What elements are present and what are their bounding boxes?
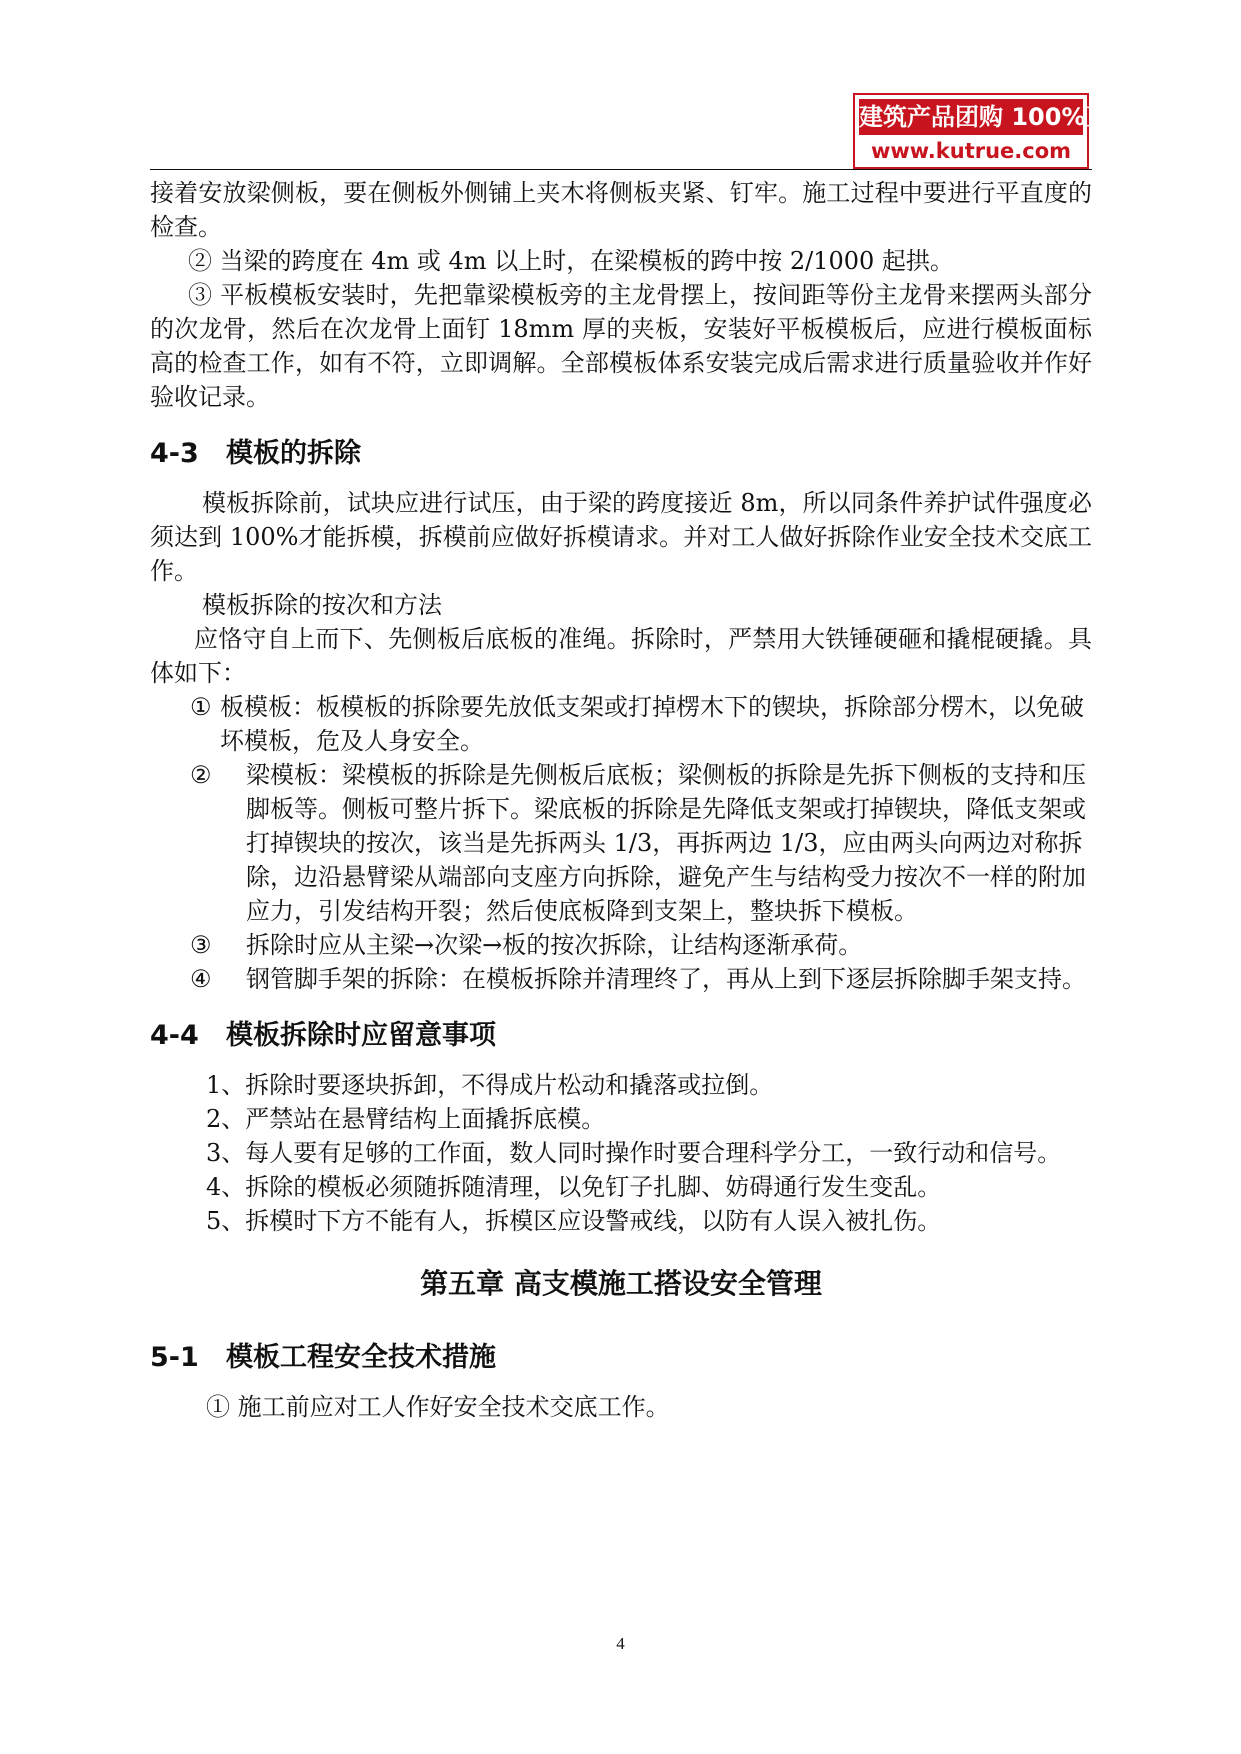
chapter-title: 第五章 高支模施工搭设安全管理	[420, 1267, 822, 1300]
item-text: 拆除时应从主梁→次梁→板的按次拆除，让结构逐渐承荷。	[246, 931, 863, 959]
item-text: 钢管脚手架的拆除：在模板拆除并清理终了，再从上到下逐层拆除脚手架支持。	[246, 965, 1086, 993]
section-title: 模板的拆除	[226, 438, 361, 469]
list-item: ① 施工前应对工人作好安全技术交底工作。	[206, 1393, 670, 1421]
header-divider	[150, 169, 1092, 170]
brand-logo[interactable]	[853, 93, 1134, 169]
list-item	[150, 928, 1092, 962]
section-number: 4-4	[150, 1020, 199, 1051]
list-item	[150, 690, 1092, 758]
list-item	[150, 962, 1092, 996]
section-number: 5-1	[150, 1342, 199, 1373]
list-item: 2、严禁站在悬臂结构上面撬拆底模。	[206, 1105, 606, 1133]
paragraph: ② 当梁的跨度在 4m 或 4m 以上时，在梁模板的跨中按 2/1000 起拱。	[188, 247, 954, 275]
page-content	[150, 176, 1092, 1424]
item-text: 板模板：板模板的拆除要先放低支架或打掉楞木下的锲块，拆除部分楞木，以免破坏模板，危及人身安全。	[220, 693, 1084, 755]
item-text: 梁模板：梁模板的拆除是先侧板后底板；梁侧板的拆除是先拆下侧板的支持和压脚板等。侧板可整片拆下。梁底板的拆除是先降低支架或打掉锲块，降低支架或打掉锲块的按次，该当是先拆两头 1/3，再拆两边 1/3，应由两头向两边对称拆除，边沿悬臂梁从端部向支座方向拆除，避免产生与结构受力按次不一样的附加应力，引发结构开裂；然后使底板降到支架上，整块拆下模板。	[246, 761, 1086, 925]
paragraph: 接着安放梁侧板，要在侧板外侧铺上夹木将侧板夹紧、钉牢。施工过程中要进行平直度的检查。	[150, 179, 1092, 241]
section-number: 4-3	[150, 438, 199, 469]
section-heading-4-3	[150, 434, 1092, 474]
list-item: 3、每人要有足够的工作面，数人同时操作时要合理科学分工，一致行动和信号。	[206, 1139, 1062, 1167]
section-heading-4-4	[150, 1016, 1092, 1056]
page-number: 4	[616, 1634, 625, 1653]
section-heading-5-1	[150, 1338, 1092, 1378]
item-number: ④	[190, 965, 212, 993]
paragraph: ③ 平板模板安装时，先把靠梁模板旁的主龙骨摆上，按间距等份主龙骨来摆两头部分的次龙骨，然后在次龙骨上面钉 18mm 厚的夹板，安装好平板模板后，应进行模板面标高的检查工作，如有不符，立即调解。全部模板体系安装完成后需求进行质量验收并作好验收记录。	[150, 281, 1092, 411]
list-item: 5、拆模时下方不能有人，拆模区应设警戒线，以防有人误入被扎伤。	[206, 1207, 942, 1235]
list-item: 4、拆除的模板必须随拆随清理，以免钉子扎脚、妨碍通行发生变乱。	[206, 1173, 942, 1201]
item-number: ①	[190, 693, 212, 721]
paragraph: 应恪守自上而下、先侧板后底板的准绳。拆除时，严禁用大铁锤硬砸和撬棍硬撬。具体如下：	[150, 625, 1092, 687]
paragraph: 模板拆除前，试块应进行试压，由于梁的跨度接近 8m，所以同条件养护试件强度必须达到 100%才能拆模，拆模前应做好拆模请求。并对工人做好拆除作业安全技术交底工作。	[150, 489, 1092, 585]
section-title: 模板拆除时应留意事项	[226, 1020, 496, 1051]
subheading: 模板拆除的按次和方法	[202, 591, 442, 619]
item-number: ②	[190, 761, 212, 789]
item-number: ③	[190, 931, 212, 959]
logo-url[interactable]: www.kutrue.com	[870, 139, 1072, 163]
section-title: 模板工程安全技术措施	[226, 1342, 496, 1373]
list-item	[150, 758, 1092, 928]
list-item: 1、拆除时要逐块拆卸，不得成片松动和撬落或拉倒。	[206, 1071, 774, 1099]
logo-slogan: 建筑产品团购 100%正品	[859, 99, 1083, 135]
